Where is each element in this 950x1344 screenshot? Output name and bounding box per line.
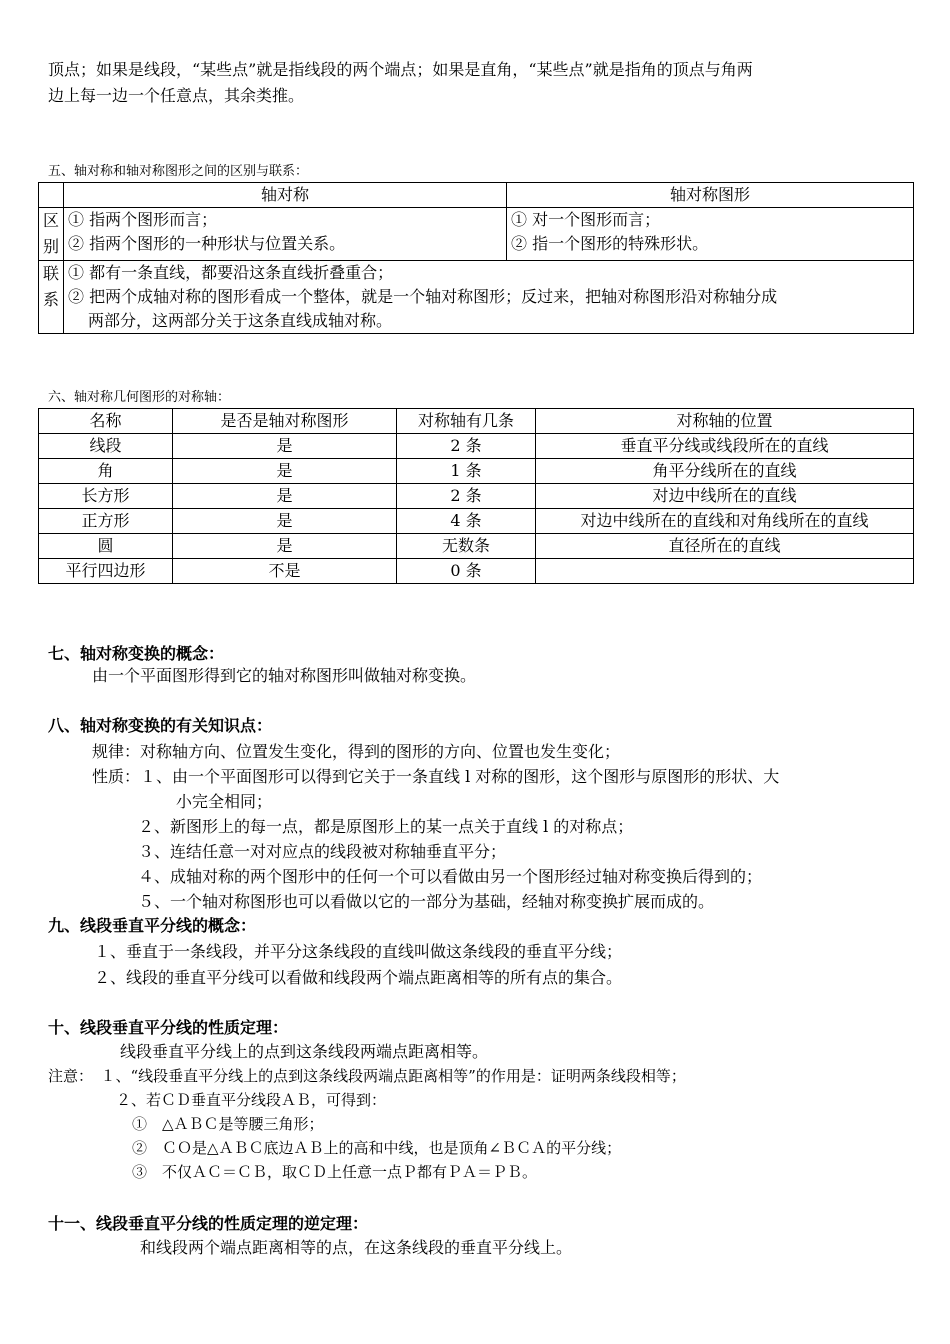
section8-prop3: ３、连结任意一对对应点的线段被对称轴垂直平分；: [138, 842, 507, 861]
cell-axis-position: 直径所在的直线: [536, 534, 914, 559]
section8-prop1b: 小完全相同；: [176, 792, 273, 811]
difference-axis-symmetry: ① 指两个图形而言； ② 指两个图形的一种形状与位置关系。: [64, 208, 507, 261]
row-label-difference: 区 别: [39, 208, 64, 261]
cell-is-symmetric: 不是: [173, 559, 397, 584]
intro-line-1: 顶点；如果是线段，“某些点”就是指线段的两个端点；如果是直角，“某些点”就是指角的顶点与角两: [48, 60, 753, 79]
difference-axis-symmetric-figure: ① 对一个图形而言； ② 指一个图形的特殊形状。: [507, 208, 914, 261]
table-row: [39, 559, 914, 584]
section11-body: 和线段两个端点距离相等的点，在这条线段的垂直平分线上。: [140, 1238, 573, 1257]
section8-title: 八、轴对称变换的有关知识点：: [48, 716, 273, 735]
section10-note2: ２、若ＣＤ垂直平分线段ＡＢ，可得到：: [116, 1091, 387, 1109]
section5-title: 五、轴对称和轴对称图形之间的区别与联系：: [48, 164, 309, 179]
section7-body: 由一个平面图形得到它的轴对称图形叫做轴对称变换。: [92, 666, 477, 685]
header-axis-symmetry: 轴对称: [64, 183, 507, 208]
cell-name: 平行四边形: [39, 559, 173, 584]
cell-axis-position: 垂直平分线或线段所在的直线: [536, 434, 914, 459]
section7-title: 七、轴对称变换的概念：: [48, 644, 225, 663]
cell-axis-count: 0 条: [397, 559, 536, 584]
cell-is-symmetric: 是: [173, 459, 397, 484]
table-row: [39, 459, 914, 484]
header-name: 名称: [39, 409, 173, 434]
cell-name: 长方形: [39, 484, 173, 509]
relation-cell: ① 都有一条直线，都要沿这条直线折叠重合； ② 把两个成轴对称的图形看成一个整体，就是一个轴对称图形；反过来，把轴对称图形沿对称轴分成 两部分，这两部分关于这条直线成轴对称。: [64, 261, 914, 334]
row-label-relation: 联 系: [39, 261, 64, 334]
header-is-symmetric: 是否是轴对称图形: [173, 409, 397, 434]
table-row: [39, 484, 914, 509]
table-row: [39, 534, 914, 559]
section8-prop2: ２、新图形上的每一点，都是原图形上的某一点关于直线 l 的对称点；: [138, 817, 634, 836]
cell-axis-position: 角平分线所在的直线: [536, 459, 914, 484]
cell-name: 正方形: [39, 509, 173, 534]
table-row-relation: [39, 261, 914, 334]
cell-name: 线段: [39, 434, 173, 459]
section8-prop1a: 性质：１、由一个平面图形可以得到它关于一条直线 l 对称的图形，这个图形与原图形的形状、大: [92, 767, 780, 786]
cell-name: 角: [39, 459, 173, 484]
table-row-difference: [39, 208, 914, 261]
section10-body: 线段垂直平分线上的点到这条线段两端点距离相等。: [120, 1042, 489, 1061]
cell-is-symmetric: 是: [173, 534, 397, 559]
section10-note2c: ③ 不仅ＡＣ＝ＣＢ，取ＣＤ上任意一点Ｐ都有ＰＡ＝ＰＢ。: [132, 1163, 538, 1181]
cell-axis-position: [536, 559, 914, 584]
cell-axis-count: 1 条: [397, 459, 536, 484]
section10-note2b: ② ＣＯ是△ＡＢＣ底边ＡＢ上的高和中线，也是顶角∠ＢＣＡ的平分线；: [132, 1139, 622, 1157]
header-axis-count: 对称轴有几条: [397, 409, 536, 434]
table-header-row: [39, 183, 914, 208]
section10-note2a: ① △ＡＢＣ是等腰三角形；: [132, 1115, 324, 1133]
section11-title: 十一、线段垂直平分线的性质定理的逆定理：: [48, 1214, 369, 1233]
cell-is-symmetric: 是: [173, 509, 397, 534]
section10-note1: 注意： １、“线段垂直平分线上的点到这条线段两端点距离相等”的作用是：证明两条线段相等；: [48, 1067, 686, 1085]
cell-axis-count: 无数条: [397, 534, 536, 559]
cell-axis-count: 4 条: [397, 509, 536, 534]
header-axis-position: 对称轴的位置: [536, 409, 914, 434]
cell-is-symmetric: 是: [173, 484, 397, 509]
cell-is-symmetric: 是: [173, 434, 397, 459]
section8-prop4: ４、成轴对称的两个图形中的任何一个可以看做由另一个图形经过轴对称变换后得到的；: [138, 867, 763, 886]
cell-name: 圆: [39, 534, 173, 559]
intro-line-2: 边上每一边一个任意点，其余类推。: [48, 86, 305, 105]
section10-title: 十、线段垂直平分线的性质定理：: [48, 1018, 289, 1037]
cell-axis-count: 2 条: [397, 484, 536, 509]
section8-rule: 规律：对称轴方向、位置发生变化，得到的图形的方向、位置也发生变化；: [92, 742, 621, 761]
axis-symmetry-comparison-table: [38, 182, 914, 334]
table-corner-cell: [39, 183, 64, 208]
table-header-row: [39, 409, 914, 434]
table-row: [39, 509, 914, 534]
header-axis-symmetric-figure: 轴对称图形: [507, 183, 914, 208]
cell-axis-position: 对边中线所在的直线: [536, 484, 914, 509]
cell-axis-count: 2 条: [397, 434, 536, 459]
section9-title: 九、线段垂直平分线的概念：: [48, 916, 257, 935]
section9-item2: ２、线段的垂直平分线可以看做和线段两个端点距离相等的所有点的集合。: [94, 968, 623, 987]
cell-axis-position: 对边中线所在的直线和对角线所在的直线: [536, 509, 914, 534]
table-row: [39, 434, 914, 459]
symmetry-axes-table: [38, 408, 914, 584]
section6-title: 六、轴对称几何图形的对称轴：: [48, 390, 231, 405]
section8-prop5: ５、一个轴对称图形也可以看做以它的一部分为基础，经轴对称变换扩展而成的。: [138, 892, 715, 911]
section9-item1: １、垂直于一条线段，并平分这条线段的直线叫做这条线段的垂直平分线；: [94, 942, 623, 961]
